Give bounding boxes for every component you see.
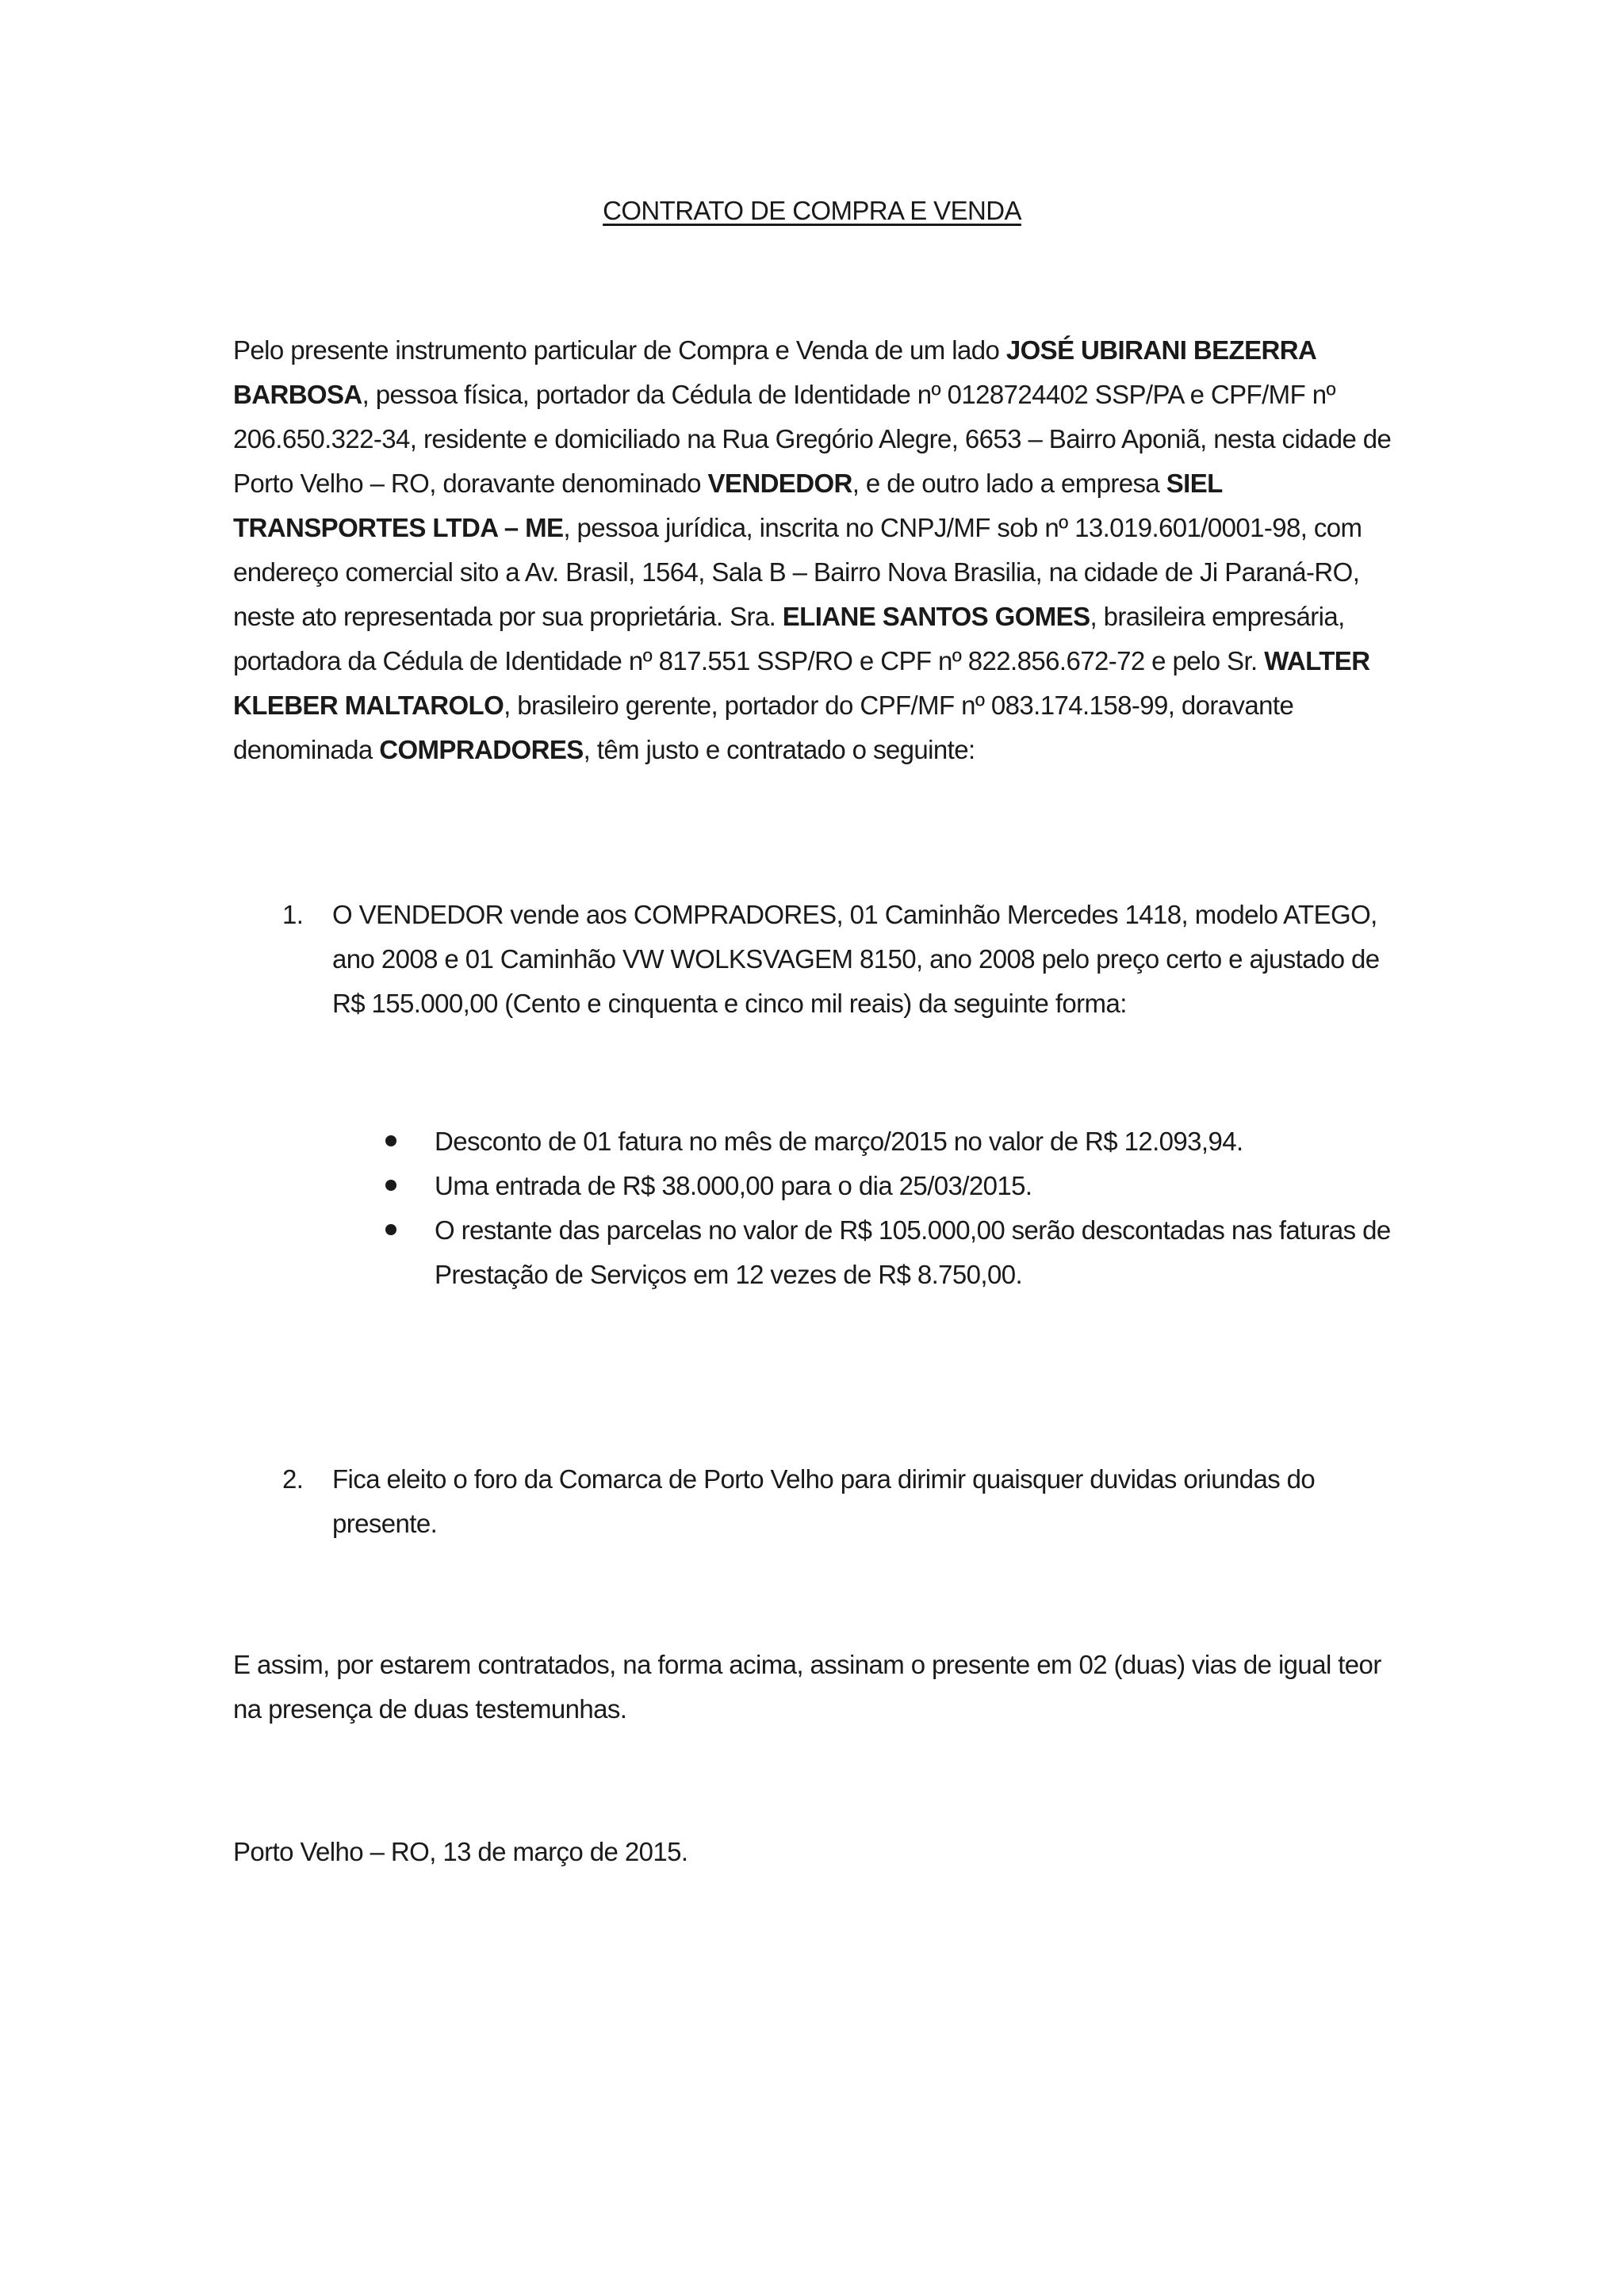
bullet-icon	[385, 1135, 396, 1146]
clause-1-text: O VENDEDOR vende aos COMPRADORES, 01 Caminhão Mercedes 1418, modelo ATEGO, ano 2008 e 01 Caminhão VW WOLKSVAGEM 8150, ano 2008 pelo preço certo e ajustado de R$ 155.000,00 (Cento e cinquenta e cinco mil reais) da seguinte forma:	[332, 900, 1380, 1018]
representative-2-name: WALTER KLEBER MALTAROLO	[233, 646, 1370, 720]
seller-role: VENDEDOR	[707, 469, 852, 498]
intro-text-2: , pessoa física, portador da Cédula de Identidade nº 0128724402 SSP/PA e CPF/MF nº 206.650.322-34, residente e domiciliado na Rua Gregório Alegre, 6653 – Bairro Aponiã, nesta cidade de Porto Velho – RO, doravante denominado	[233, 380, 1392, 498]
seller-name: JOSÉ UBIRANI BEZERRA BARBOSA	[233, 335, 1316, 409]
closing-paragraph: E assim, por estarem contratados, na forma acima, assinam o presente em 02 (duas) vias de igual teor na presença de duas testemunhas.	[233, 1650, 1381, 1724]
buyer-role: COMPRADORES	[379, 735, 584, 764]
bullet-icon	[385, 1224, 396, 1235]
clause-2-number: 2.	[282, 1464, 304, 1494]
intro-paragraph	[233, 328, 1405, 772]
representative-1-name: ELIANE SANTOS GOMES	[782, 602, 1090, 631]
payment-term-text: O restante das parcelas no valor de R$ 105.000,00 serão descontadas nas faturas de Prestação de Serviços em 12 vezes de R$ 8.750,00.	[435, 1215, 1391, 1289]
clause-1	[233, 893, 1405, 1026]
document-title: CONTRATO DE COMPRA E VENDA	[603, 196, 1021, 225]
clause-1-number: 1.	[282, 900, 304, 929]
intro-text-5: , brasileira empresária, portadora da Cédula de Identidade nº 817.551 SSP/RO e CPF nº 822.856.672-72 e pelo Sr.	[233, 602, 1345, 675]
place-and-date: Porto Velho – RO, 13 de março de 2015.	[233, 1837, 688, 1866]
payment-term-text: Desconto de 01 fatura no mês de março/2015 no valor de R$ 12.093,94.	[435, 1127, 1243, 1156]
clause-2	[233, 1457, 1405, 1546]
list-item	[381, 1208, 1404, 1297]
intro-text-6: , brasileiro gerente, portador do CPF/MF nº 083.174.158-99, doravante denominada	[233, 691, 1294, 764]
payment-terms-list	[381, 1119, 1404, 1297]
intro-text-1: Pelo presente instrumento particular de Compra e Venda de um lado	[233, 335, 1006, 365]
intro-text-7: , têm justo e contratado o seguinte:	[583, 735, 975, 764]
list-item	[381, 1164, 1404, 1208]
company-name: SIEL TRANSPORTES LTDA – ME	[233, 469, 1223, 542]
list-item	[381, 1119, 1404, 1164]
intro-text-3: , e de outro lado a empresa	[852, 469, 1166, 498]
intro-text-4: , pessoa jurídica, inscrita no CNPJ/MF sob nº 13.019.601/0001-98, com endereço comercial sito a Av. Brasil, 1564, Sala B – Bairro Nova Brasilia, na cidade de Ji Paraná-RO, neste ato representada por sua proprietária. Sra.	[233, 513, 1362, 631]
bullet-icon	[385, 1180, 396, 1191]
payment-term-text: Uma entrada de R$ 38.000,00 para o dia 25/03/2015.	[435, 1171, 1032, 1200]
clause-2-text: Fica eleito o foro da Comarca de Porto Velho para dirimir quaisquer duvidas oriundas do presente.	[332, 1464, 1316, 1538]
